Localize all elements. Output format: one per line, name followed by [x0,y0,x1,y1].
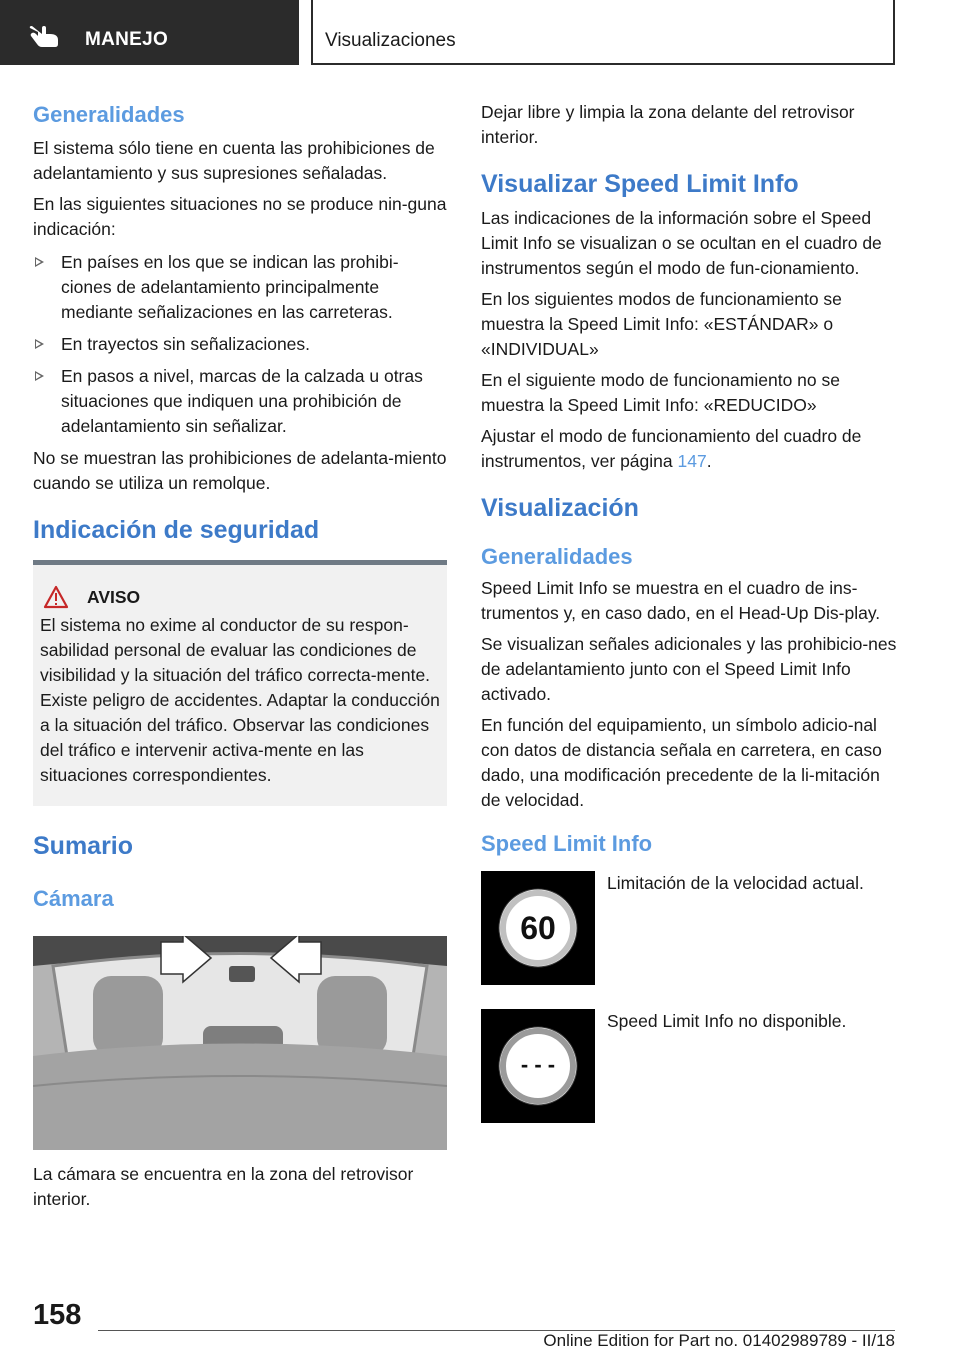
camera-location-photo [33,936,447,1150]
right-column [481,100,897,1129]
speed-sign-value: - - - [520,1052,556,1077]
speed-limit-unavailable-icon [481,1009,595,1123]
heading-sumario: Sumario [33,832,134,860]
paragraph: Speed Limit Info se muestra en el cuadro de ins‐trumentos y, en caso dado, en el Head-Up Dis‐play. [481,578,881,623]
warning-triangle-icon [43,585,69,609]
car-interior-illustration [33,936,447,1150]
edition-note: Online Edition for Part no. 01402989789 - II/18 [543,1331,895,1350]
bullet-arrow-icon [35,371,44,381]
warning-text: El sistema no exime al conductor de su respon‐sabilidad personal de evaluar las condiciones de visibilidad y la situación del tráfico correcta‐mente. Existe peligro de accidentes. Adaptar la conducción a la situación del tráfico. Observar las condiciones del tráfico e intervenir activa‐mente en las situaciones correspondientes. [40,615,440,785]
page-number: 158 [33,1299,82,1331]
list-item: En países en los que se indican las prohibi‐ciones de adelantamiento principalmente mediante señalizaciones en las carreteras. [33,250,447,325]
warning-box [33,560,447,806]
left-column [33,100,447,1218]
paragraph: Dejar libre y limpia la zona delante del retrovisor interior. [481,102,855,147]
paragraph: Ajustar el modo de funcionamiento del cuadro de instrumentos, ver página 147. [481,426,862,471]
hand-pointer-icon [28,22,62,48]
bullet-arrow-icon [35,339,44,349]
sign-description: Limitación de la velocidad actual. [607,873,864,893]
paragraph: En las siguientes situaciones no se produce nin‐guna indicación: [33,194,447,239]
section-tab [0,0,299,65]
paragraph: En función del equipamiento, un símbolo adicio‐nal con datos de distancia señala en carretera, en caso dado, una modificación precedente de la li‐mitación de velocidad. [481,715,882,810]
paragraph: En los siguientes modos de funcionamiento se muestra la Speed Limit Info: «ESTÁNDAR» o «INDIVIDUAL» [481,289,842,359]
paragraph: El sistema sólo tiene en cuenta las prohibiciones de adelantamiento y sus supresiones señaladas. [33,138,435,183]
speed-sign-row [481,871,897,1009]
warning-title: AVISO [40,585,447,609]
heading-camara: Cámara [33,886,114,911]
paragraph: No se muestran las prohibiciones de adelanta‐miento cuando se utiliza un remolque. [33,448,447,493]
list-item: En pasos a nivel, marcas de la calzada u otras situaciones que indiquen una prohibición de adelantamiento sin señalizar. [33,364,447,439]
bullet-list [33,250,447,439]
sign-description: Speed Limit Info no disponible. [607,1011,847,1031]
topic-title: Visualizaciones [325,30,456,51]
page-link[interactable]: 147 [677,451,707,471]
heading-seguridad: Indicación de seguridad [33,516,320,544]
heading-generalidades-right: Generalidades [481,544,633,569]
paragraph: Se visualizan señales adicionales y las prohibicio‐nes de adelantamiento junto con el Speed Limit Info activado. [481,634,897,704]
camera-caption: La cámara se encuentra en la zona del retrovisor interior. [33,1164,414,1209]
speed-limit-60-icon [481,871,595,985]
speed-sign-value: 60 [520,910,556,946]
heading-generalidades: Generalidades [33,102,185,127]
paragraph: Las indicaciones de la información sobre el Speed Limit Info se visualizan o se ocultan en el cuadro de instrumentos según el modo de fun‐cionamiento. [481,208,882,278]
speed-sign-row [481,1009,897,1129]
heading-visualizar: Visualizar Speed Limit Info [481,170,799,198]
heading-speed-limit-info: Speed Limit Info [481,831,653,856]
section-title: MANEJO [85,29,169,50]
paragraph: En el siguiente modo de funcionamiento no se muestra la Speed Limit Info: «REDUCIDO» [481,370,840,415]
heading-visualizacion: Visualización [481,494,639,522]
list-item: En trayectos sin señalizaciones. [33,332,447,357]
bullet-arrow-icon [35,257,44,267]
